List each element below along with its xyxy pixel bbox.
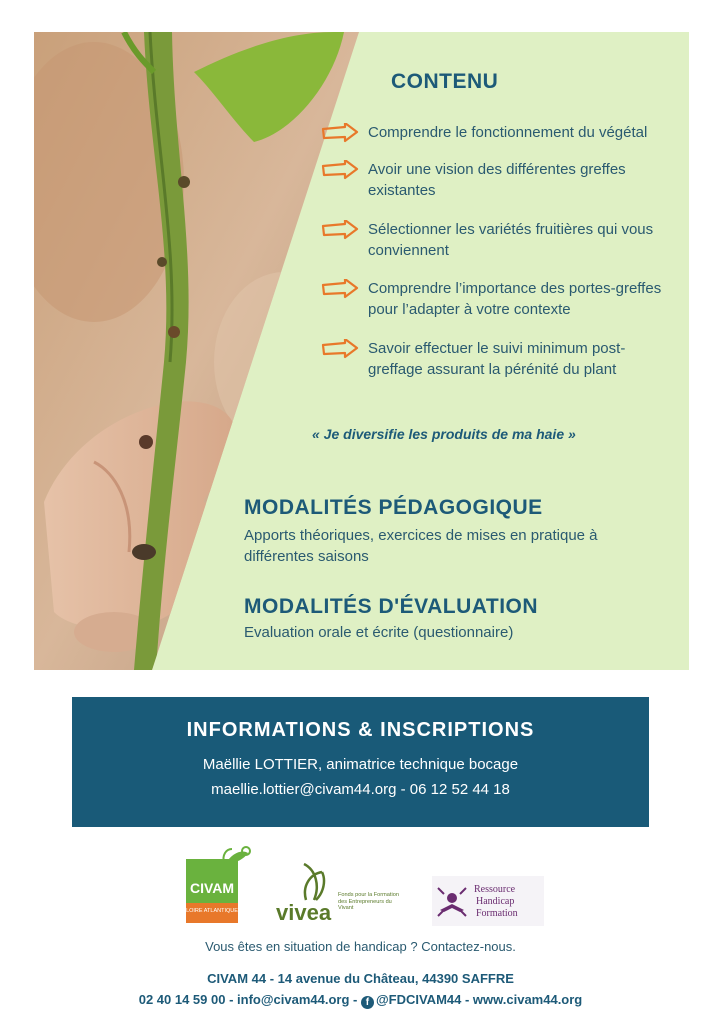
list-item: Comprendre le fonctionnement du végétal [321, 122, 680, 143]
civam-logo-name: CIVAM [189, 880, 235, 896]
ressource-handicap-formation-logo [432, 876, 544, 926]
footer-website[interactable]: - www.civam44.org [461, 992, 583, 1007]
arrow-right-icon [321, 339, 359, 359]
footer-contacts-left[interactable]: 02 40 14 59 00 - info@civam44.org - [138, 992, 358, 1007]
contenu-title: CONTENU [391, 70, 499, 93]
modalites-pedagogique-text: Apports théoriques, exercices de mises en pratique à différentes saisons [244, 527, 598, 565]
rhf-logo-line3: Formation [476, 908, 518, 919]
civam-logo-sub: LOIRE ATLANTIQUE [186, 908, 238, 914]
civam-logo [186, 845, 254, 925]
footer-contacts [0, 992, 721, 1009]
footer-facebook[interactable]: @FDCIVAM44 [375, 992, 462, 1007]
rhf-logo-line1: Ressource [474, 884, 516, 895]
modalites-evaluation-title: MODALITÉS D'ÉVALUATION [244, 595, 539, 618]
list-item: Sélectionner les variétés fruitières qui vous conviennent [321, 219, 680, 261]
info-box [72, 697, 649, 827]
vivea-logo-name: vivea [276, 900, 332, 925]
info-title: INFORMATIONS & INSCRIPTIONS [186, 719, 535, 741]
modalites-evaluation-text: Evaluation orale et écrite (questionnaire) [244, 624, 514, 641]
content-panel [34, 32, 689, 670]
arrow-right-icon [321, 160, 359, 180]
info-contact: Maëllie LOTTIER, animatrice technique bocage [202, 756, 519, 773]
quote: « Je diversifie les produits de ma haie » [312, 426, 576, 442]
vivea-logo [276, 860, 406, 926]
arrow-right-icon [321, 279, 359, 299]
rhf-logo-line2: Handicap [476, 896, 515, 907]
modalites-pedagogique-title: MODALITÉS PÉDAGOGIQUE [244, 496, 543, 519]
facebook-icon[interactable]: f [361, 996, 374, 1009]
vivea-logo-tagline: Fonds pour la Formation des Entrepreneurs du Vivant [338, 892, 399, 912]
handicap-notice: Vous êtes en situation de handicap ? Contactez-nous. [205, 939, 516, 954]
list-item: Savoir effectuer le suivi minimum post-greffage assurant la pérénité du plant [321, 338, 680, 380]
list-item: Avoir une vision des différentes greffes existantes [321, 159, 680, 201]
arrow-right-icon [321, 123, 359, 143]
info-email-phone[interactable]: maellie.lottier@civam44.org - 06 12 52 44 18 [211, 781, 510, 798]
footer-address: CIVAM 44 - 14 avenue du Château, 44390 SAFFRE [207, 971, 514, 986]
arrow-right-icon [321, 220, 359, 240]
list-item: Comprendre l’importance des portes-greffes pour l’adapter à votre contexte [321, 278, 680, 320]
